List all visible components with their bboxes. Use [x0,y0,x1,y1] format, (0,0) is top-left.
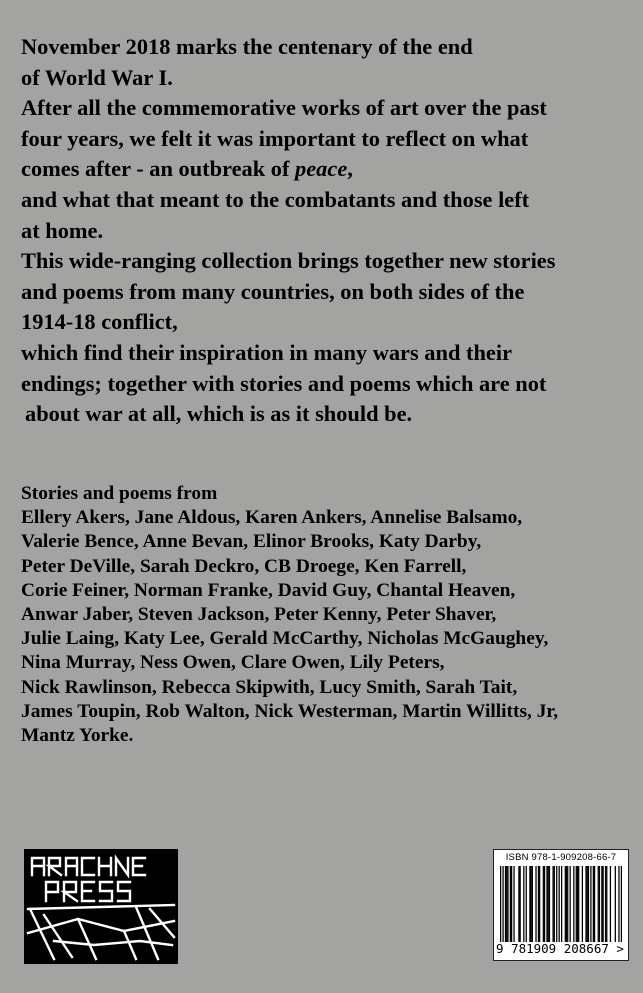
barcode-bar [559,866,560,942]
barcode-bar [544,866,545,942]
barcode-bar [543,866,544,942]
barcode-bar [505,866,506,942]
barcode-bar [566,866,567,942]
barcode-bar [593,866,594,942]
barcode-bar [546,866,547,942]
blurb-line: and what that meant to the combatants and those left [21,186,530,212]
barcode-bar [548,866,549,942]
barcode-bar [567,866,568,942]
barcode-bar [538,866,539,942]
barcode-bar [507,866,508,942]
barcode-bar [606,866,607,942]
barcode-bar [535,866,536,942]
barcode-bar [506,866,507,942]
barcode-bar [585,866,586,942]
barcode-bar [588,866,589,942]
barcode-bar [587,866,588,942]
contributors-line: Nick Rawlinson, Rebecca Skipwith, Lucy Smith, Sarah Tait, [21,676,518,698]
blurb-italic-word: peace [295,156,348,182]
blurb-line: of World War I. [21,64,173,90]
barcode-bar [599,866,600,942]
barcode-bar [601,866,602,942]
barcode-bar [582,866,583,942]
blurb-line: endings; together with stories and poems which are not [21,370,547,396]
barcode-bar [618,866,619,942]
barcode-bar [554,866,555,942]
barcode-bar [510,866,511,942]
barcode-bar [552,866,553,942]
barcode-bars [500,866,622,942]
barcode-bar [500,866,501,942]
blurb-text [21,32,626,430]
contributors-line: Valerie Bence, Anne Bevan, Elinor Brooks, Katy Darby, [21,531,482,553]
blurb-line: which find their inspiration in many wars and their [21,339,513,365]
contributors-line: Ellery Akers, Jane Aldous, Karen Ankers, Annelise Balsamo, [21,507,523,529]
barcode-bar [513,866,514,942]
barcode-bar [598,866,599,942]
contributors-heading: Stories and poems from [21,483,218,504]
publisher-logo-graphic [24,849,178,964]
blurb-line: 1914-18 conflict, [21,309,178,335]
blurb-line: at home. [21,217,104,243]
blurb-line: This wide-ranging collection brings together new stories [21,248,556,274]
blurb-line: November 2018 marks the centenary of the end [21,34,473,59]
barcode-bar [549,866,550,942]
blurb-line: and poems from many countries, on both sides of the [21,278,525,304]
barcode-bar [610,866,611,942]
barcode-bar [602,866,603,942]
contributors-line: Mantz Yorke. [21,725,134,747]
barcode-bar [532,866,533,942]
barcode-bar [615,866,616,942]
barcode-bar [523,866,524,942]
publisher-logo-icon [24,849,178,964]
barcode-bar [531,866,532,942]
blurb-line [21,154,626,185]
barcode-bar [621,866,622,942]
blurb-line: four years, we felt it was important to reflect on what [21,125,529,151]
contributors-line: James Toupin, Rob Walton, Nick Westerman, Martin Willitts, Jr, [21,700,559,722]
barcode-bar [556,866,557,942]
barcode-bar [502,866,503,942]
barcode-bar [577,866,578,942]
barcode-bar [590,866,591,942]
barcode-bar [570,866,571,942]
barcode-bar [518,866,519,942]
contributors-line: Anwar Jaber, Steven Jackson, Peter Kenny, Peter Shaver, [21,604,497,626]
barcode-bar [565,866,566,942]
barcode-bar [529,866,530,942]
isbn-label: ISBN 978-1-909208-66-7 [505,852,617,863]
blurb-text-fragment: , [347,156,353,182]
barcode-bar [520,866,521,942]
barcode-bar [578,866,579,942]
contributors-line: Julie Laing, Katy Lee, Gerald McCarthy, Nicholas McGaughey, [21,628,549,650]
contributors-list [21,482,631,748]
barcode-bar [576,866,577,942]
blurb-line: about war at all, which is as it should be. [25,401,413,427]
barcode-bar [539,866,540,942]
barcode-bar [594,866,595,942]
barcode-bar [511,866,512,942]
barcode-bar [573,866,574,942]
contributors-line: Nina Murray, Ness Owen, Clare Owen, Lily Peters, [21,652,445,674]
isbn-digits: 9 781909 208667 > [496,941,624,956]
barcode-bar [561,866,562,942]
contributors-line: Corie Feiner, Norman Franke, David Guy, Chantal Heaven, [21,579,516,601]
barcode-bar [526,866,527,942]
barcode-bar [605,866,606,942]
contributors-line: Peter DeVille, Sarah Deckro, CB Droege, Ken Farrell, [21,555,467,577]
blurb-text-fragment: comes after - an outbreak of [21,156,296,182]
blurb-line: After all the commemorative works of art over the past [21,95,547,121]
isbn-barcode [493,849,629,961]
